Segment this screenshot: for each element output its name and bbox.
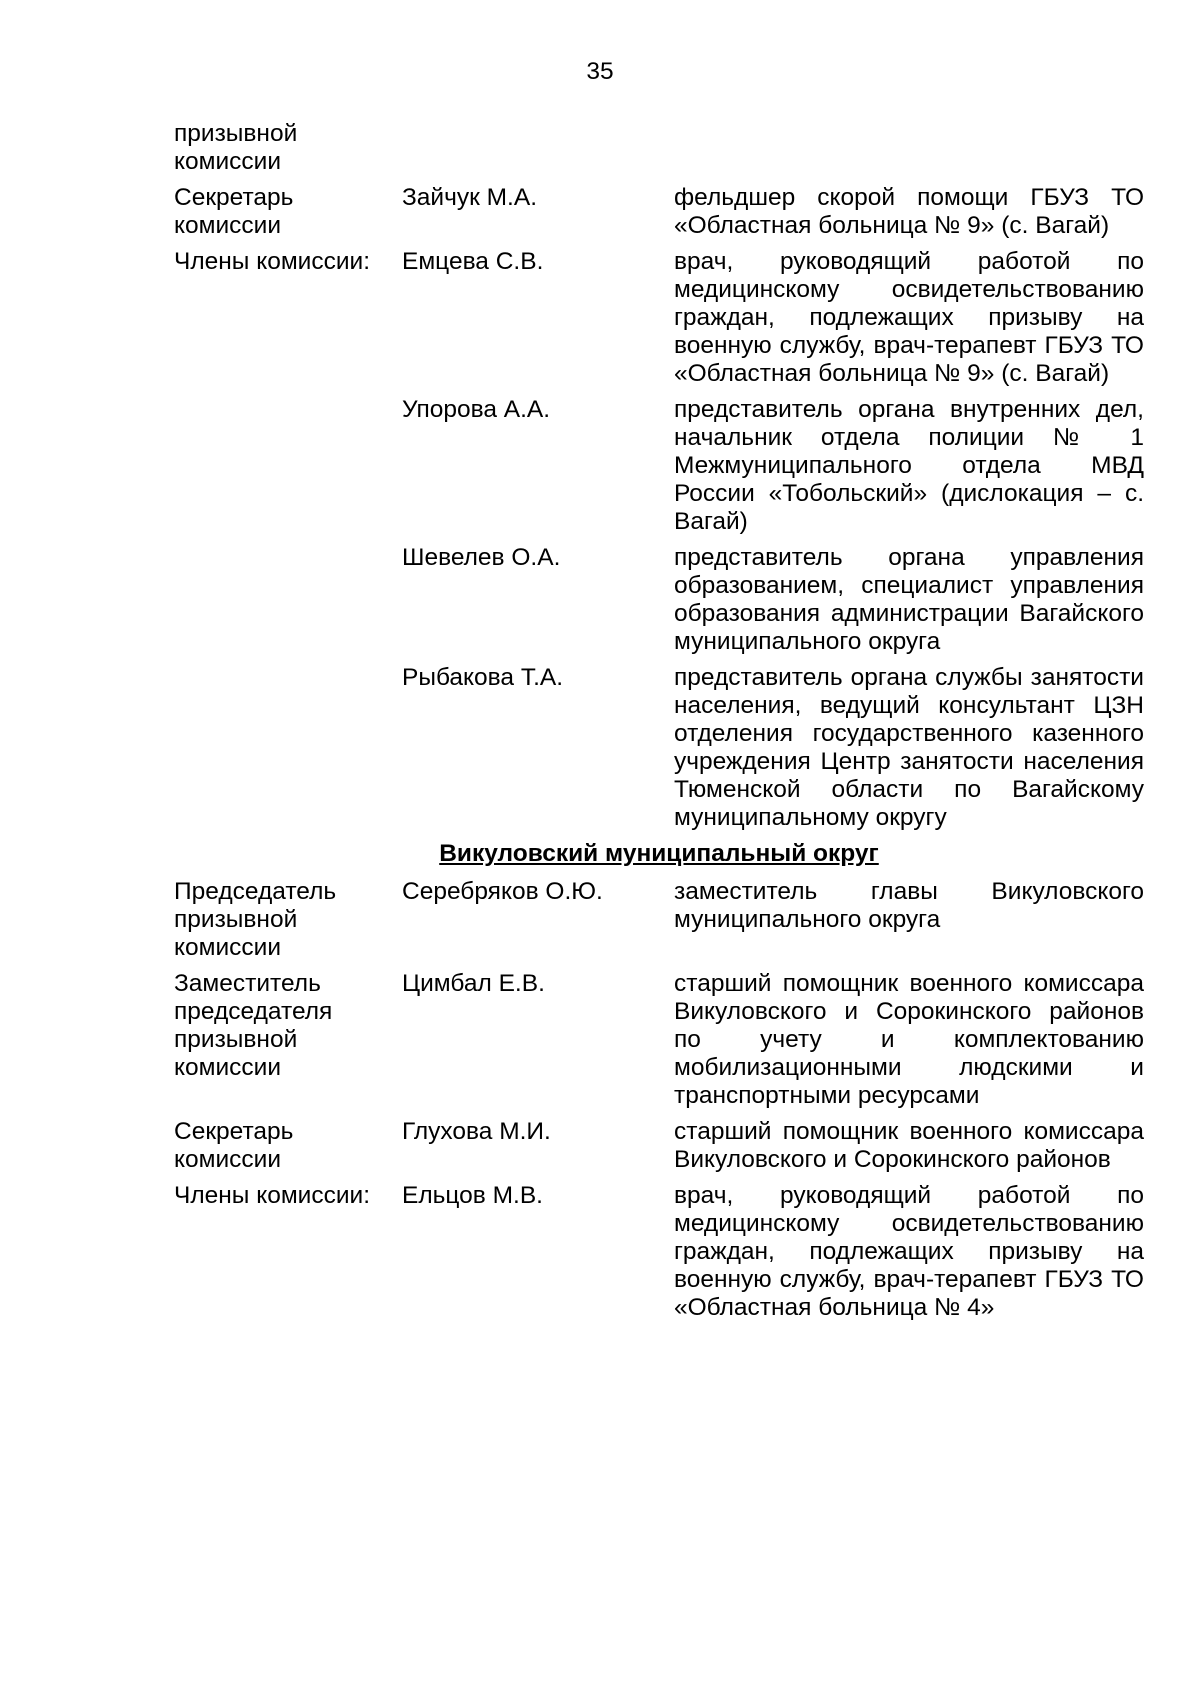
commission-row (174, 544, 1144, 656)
member-role (174, 396, 402, 536)
member-description (626, 120, 1096, 176)
member-role: призывной комиссии (174, 120, 298, 175)
commission-row (174, 1182, 1144, 1322)
member-name: Шевелев О.А. (402, 544, 561, 571)
member-role (174, 544, 402, 656)
member-role: Заместитель председателя призывной комиссии (174, 970, 333, 1081)
page-number: 35 (586, 58, 614, 85)
member-description: представитель органа управления образованием, специалист управления образования администрации Вагайского муниципального округа (674, 544, 1144, 655)
member-name (354, 120, 626, 176)
member-role: Председатель призывной комиссии (174, 878, 337, 961)
commission-row (174, 878, 1144, 962)
member-name: Упорова А.А. (402, 396, 551, 423)
member-name: Рыбакова Т.А. (402, 664, 564, 691)
member-description: старший помощник военного комиссара Викуловского и Сорокинского районов (674, 1118, 1144, 1173)
member-name: Емцева С.В. (402, 248, 544, 275)
member-description: представитель органа службы занятости населения, ведущий консультант ЦЗН отделения государственного казенного учреждения Центр занятости населения Тюменской области по Вагайскому муниципальному округу (674, 664, 1144, 831)
member-description: фельдшер скорой помощи ГБУЗ ТО «Областная больница № 9» (с. Вагай) (674, 184, 1144, 239)
member-description: врач, руководящий работой по медицинскому освидетельствованию граждан, подлежащих призыву на военную службу, врач-терапевт ГБУЗ ТО «Областная больница № 9» (с. Вагай) (674, 248, 1144, 387)
member-role: Секретарь комиссии (174, 184, 294, 239)
member-description: заместитель главы Викуловского муниципального округа (674, 878, 1144, 933)
member-description: старший помощник военного комиссара Викуловского и Сорокинского районов по учету и комплектованию мобилизационными людскими и транспортными ресурсами (674, 970, 1144, 1109)
commission-document (174, 120, 1144, 1330)
section-title: Викуловский муниципальный округ (439, 840, 879, 867)
commission-row (174, 664, 1144, 832)
member-name: Серебряков О.Ю. (402, 878, 603, 905)
member-role: Члены комиссии: (174, 248, 371, 275)
commission-row (174, 248, 1144, 388)
member-role (174, 664, 402, 832)
member-name: Глухова М.И. (402, 1118, 551, 1145)
member-description: представитель органа внутренних дел, начальник отдела полиции № 1 Межмуниципального отдела МВД России «Тобольский» (дислокация – с. Вагай) (674, 396, 1144, 535)
member-role: Секретарь комиссии (174, 1118, 294, 1173)
commission-row (174, 970, 1144, 1110)
commission-row (174, 396, 1144, 536)
commission-row (174, 184, 1144, 240)
member-name: Цимбал Е.В. (402, 970, 545, 997)
member-name: Зайчук М.А. (402, 184, 538, 211)
commission-row (174, 120, 1144, 176)
member-name: Ельцов М.В. (402, 1182, 543, 1209)
member-description: врач, руководящий работой по медицинскому освидетельствованию граждан, подлежащих призыву на военную службу, врач-терапевт ГБУЗ ТО «Областная больница № 4» (674, 1182, 1144, 1321)
member-role: Члены комиссии: (174, 1182, 371, 1209)
commission-row (174, 1118, 1144, 1174)
